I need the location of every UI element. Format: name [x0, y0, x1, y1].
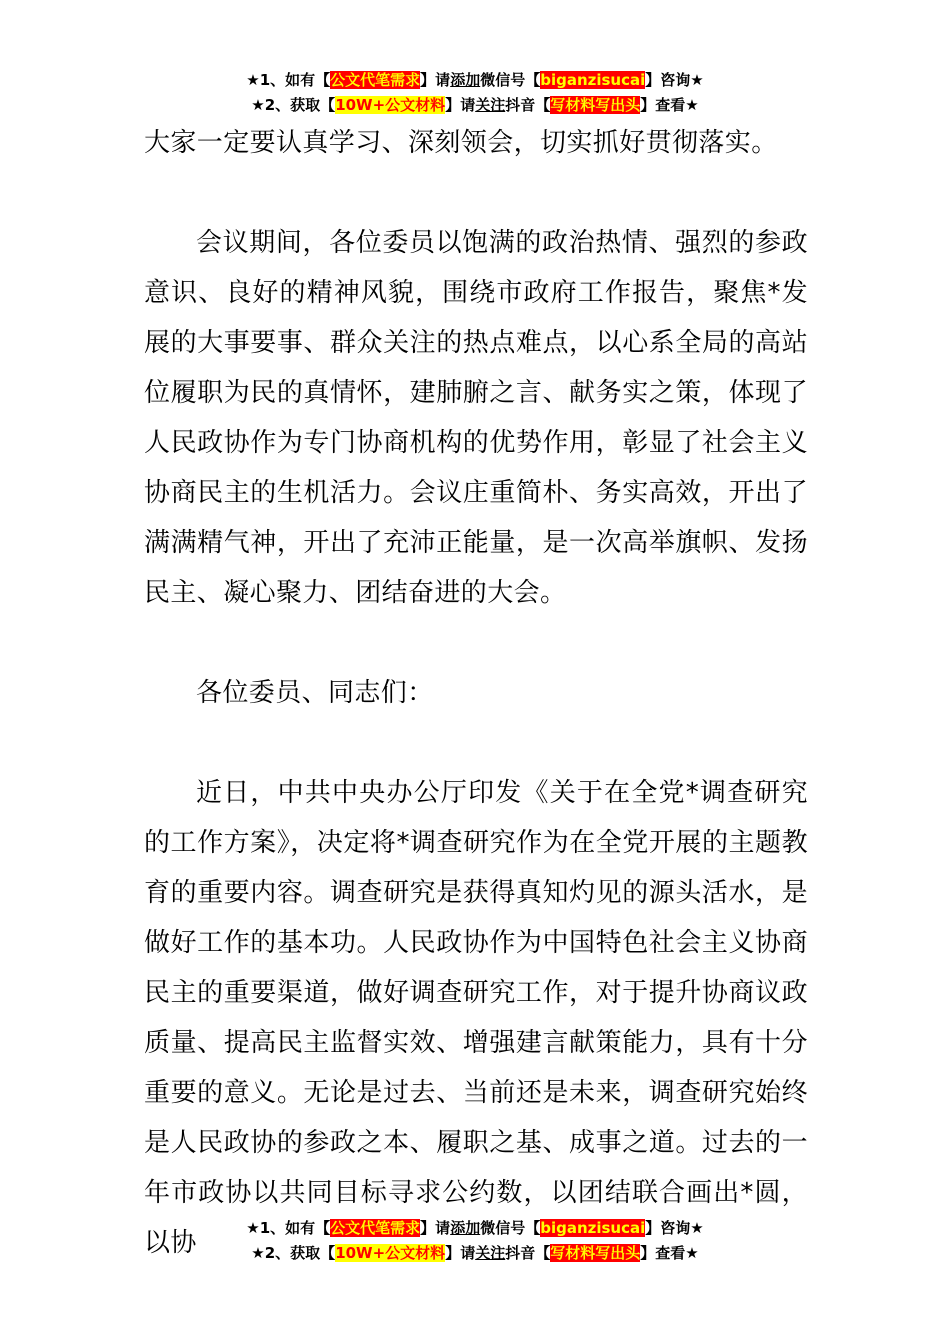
banner-line-1 [0, 68, 950, 93]
banner-text: 】请 [420, 71, 451, 89]
banner-text: 抖音【 [505, 96, 551, 114]
paragraph: 各位委员、同志们： [196, 678, 434, 708]
bottom-watermark-banner [0, 1216, 950, 1266]
banner-text: ★1、如有【 [246, 1219, 331, 1237]
highlight-red: 公文代笔需求 [330, 1219, 421, 1237]
banner-line-2 [0, 93, 950, 118]
highlight-red: 写材料写出头 [550, 1244, 641, 1262]
banner-underlined: 关注 [475, 1244, 506, 1262]
banner-text: ★1、如有【 [246, 71, 331, 89]
paragraph: 近日，中共中央办公厅印发《关于在全党*调查研究的工作方案》，决定将*调查研究作为在全党开展的主题教育的重要内容。调查研究是获得真知灼见的源头活水，是做好工作的基本功。人民政协作为中国特色社会主义协商民主的重要渠道，做好调查研究工作，对于提升协商议政质量、提高民主监督实效、增强建言献策能力，具有十分重要的意义。无论是过去、当前还是未来，调查研究始终是人民政协的参政之本、履职之基、成事之道。过去的一年市政协以共同目标寻求公约数，以团结联合画出*圆，以协 [144, 778, 808, 1258]
document-body [144, 118, 808, 1268]
banner-text: 】查看★ [640, 1244, 699, 1262]
banner-text: 】咨询★ [645, 71, 704, 89]
banner-text: 】咨询★ [645, 1219, 704, 1237]
banner-line-1 [0, 1216, 950, 1241]
paragraph: 会议期间，各位委员以饱满的政治热情、强烈的参政意识、良好的精神风貌，围绕市政府工作报告，聚焦*发展的大事要事、群众关注的热点难点，以心系全局的高站位履职为民的真情怀，建肺腑之言、献务实之策，体现了人民政协作为专门协商机构的优势作用，彰显了社会主义协商民主的生机活力。会议庄重简朴、务实高效，开出了满满精气神，开出了充沛正能量，是一次高举旗帜、发扬民主、凝心聚力、团结奋进的大会。 [144, 228, 808, 608]
banner-text: 微信号【 [480, 1219, 541, 1237]
banner-text: 】请 [445, 96, 476, 114]
banner-text: 】请 [420, 1219, 451, 1237]
banner-text: 抖音【 [505, 1244, 551, 1262]
top-watermark-banner [0, 68, 950, 118]
banner-line-2 [0, 1241, 950, 1266]
banner-text: ★2、获取【 [251, 1244, 336, 1262]
banner-text: 】请 [445, 1244, 476, 1262]
highlight-red: biganzisucai [540, 1219, 646, 1237]
paragraph: 大家一定要认真学习、深刻领会，切实抓好贯彻落实。 [144, 128, 778, 158]
highlight-red: 写材料写出头 [550, 96, 641, 114]
highlight-yellow: 10W+公文材料 [335, 1244, 446, 1262]
banner-underlined: 添加 [450, 71, 481, 89]
banner-text: 】查看★ [640, 96, 699, 114]
banner-text: 微信号【 [480, 71, 541, 89]
banner-underlined: 添加 [450, 1219, 481, 1237]
banner-text: ★2、获取【 [251, 96, 336, 114]
highlight-red: biganzisucai [540, 71, 646, 89]
highlight-red: 公文代笔需求 [330, 71, 421, 89]
highlight-yellow: 10W+公文材料 [335, 96, 446, 114]
banner-underlined: 关注 [475, 96, 506, 114]
